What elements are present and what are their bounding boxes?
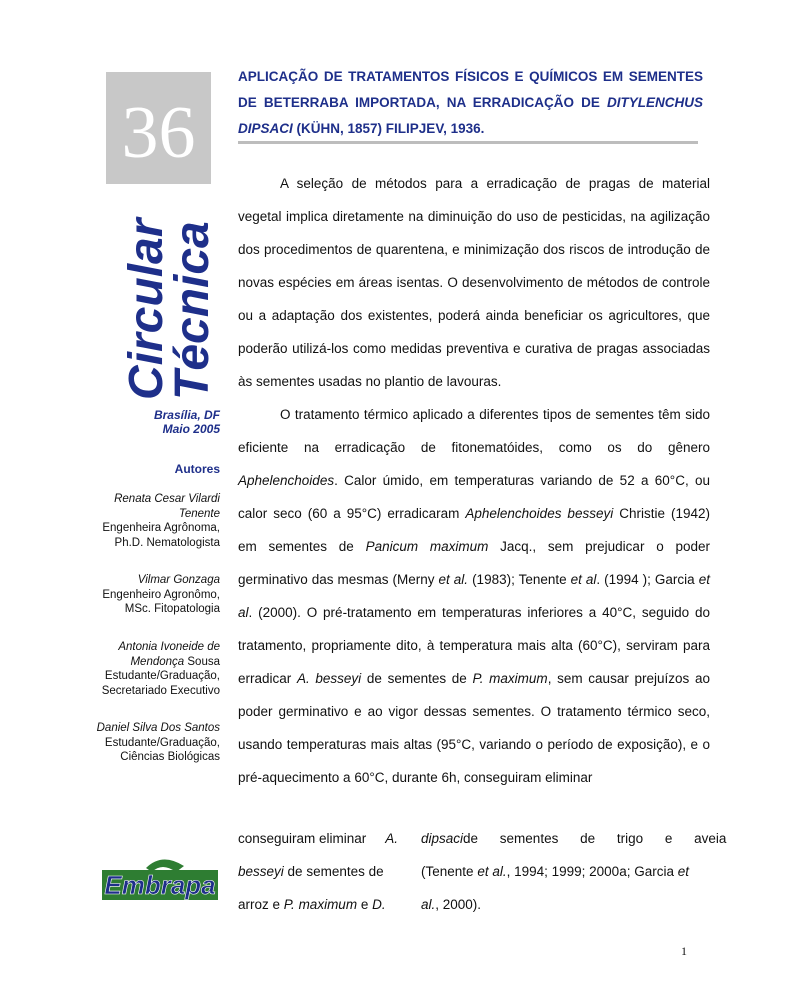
right-column-line-1: dipsaci de sementes de trigo e aveia <box>421 831 727 846</box>
authors-heading: Autores <box>174 462 220 476</box>
right-column-line-3: al., 2000). <box>421 897 482 912</box>
title-part1: APLICAÇÃO DE TRATAMENTOS FÍSICOS E QUÍMICOS EM SEMENTES DE BETERRABA IMPORTADA, NA ERRADICAÇÃO DE <box>238 69 703 110</box>
author-1 <box>90 492 220 550</box>
author-3 <box>90 640 220 698</box>
left-column-line-3: arroz e P. maximum e D. <box>238 897 386 912</box>
date: Maio 2005 <box>162 422 220 436</box>
place: Brasília, DF <box>153 408 220 422</box>
author-role: Estudante/Graduação, Secretariado Executivo <box>101 670 220 697</box>
title-italic: DITYLENCHUS DIPSACI <box>238 95 703 136</box>
paragraph-1: A seleção de métodos para a erradicação de pragas de material vegetal implica diretamente na diminuição do uso de pesticidas, na agilização dos procedimentos de quarentena, e minimização dos riscos de introdução de novas espécies em áreas isentas. O desenvolvimento de métodos de controle ou a adaptação dos existentes, poderá ainda beneficiar os agricultores, que poderão utilizá-los como medidas preventiva e curativa de pragas associadas às sementes usadas no plantio de lavouras. <box>238 176 710 389</box>
paragraph-2: O tratamento térmico aplicado a diferentes tipos de sementes têm sido eficiente na erradicação de fitonematóides, como os do gênero Aphelenchoides. Calor úmido, em temperaturas variando de 52 a 60°C, ou calor seco (60 a 95°C) erradicaram Aphelenchoides besseyi Christie (1942) em sementes de Panicum maximum Jacq., sem prejudicar o poder germinativo das mesmas (Merny et al. (1983); Tenente et al. (1994 ); Garcia et al. (2000). O pré-tratamento em temperaturas inferiores a 40°C, seguido do tratamento, propriamente dito, à temperatura mais alta (60°C), serviram para erradicar A. besseyi de sementes de P. maximum, sem causar prejuízos ao poder germinativo e ao vigor dessas sementes. O tratamento térmico seco, usando temperaturas mais altas (95°C, variando o período de exposição), e o pré-aquecimento a 60°C, durante 6h, conseguiram eliminar <box>238 407 710 785</box>
author-2 <box>90 573 220 617</box>
author-4 <box>90 721 220 765</box>
author-name: Renata Cesar Vilardi Tenente <box>114 493 220 520</box>
author-name: Antonia Ivoneide de Mendonça <box>118 641 220 668</box>
left-column-line-2: besseyi de sementes de <box>238 864 384 879</box>
title-part2: (KÜHN, 1857) FILIPJEV, 1936. <box>296 121 485 136</box>
author-name: Vilmar Gonzaga <box>137 574 220 586</box>
document-title <box>238 64 703 142</box>
issue-number-box <box>106 72 211 184</box>
author-name-suffix: Sousa <box>187 655 220 668</box>
series-title-line2: Técnica <box>166 221 219 400</box>
left-column-line-1: conseguiram eliminar A. <box>238 831 398 846</box>
page-number: 1 <box>681 944 687 958</box>
author-name: Daniel Silva Dos Santos <box>96 722 220 734</box>
series-title <box>120 210 224 400</box>
title-rule <box>238 141 698 144</box>
series-title-line1: Circular <box>120 218 173 400</box>
logo-text: Embrapa <box>104 870 216 900</box>
author-role: Engenheiro Agronômo, MSc. Fitopatologia <box>102 588 220 615</box>
embrapa-logo <box>102 858 218 904</box>
issue-number: 36 <box>121 92 196 174</box>
place-date <box>110 408 220 436</box>
body-paragraphs <box>238 167 710 794</box>
author-role: Estudante/Graduação, Ciências Biológicas <box>104 736 220 763</box>
author-role: Engenheira Agrônoma, Ph.D. Nematologista <box>102 522 220 549</box>
right-column-line-2: (Tenente et al., 1994; 1999; 2000a; Garcia et <box>421 864 689 879</box>
